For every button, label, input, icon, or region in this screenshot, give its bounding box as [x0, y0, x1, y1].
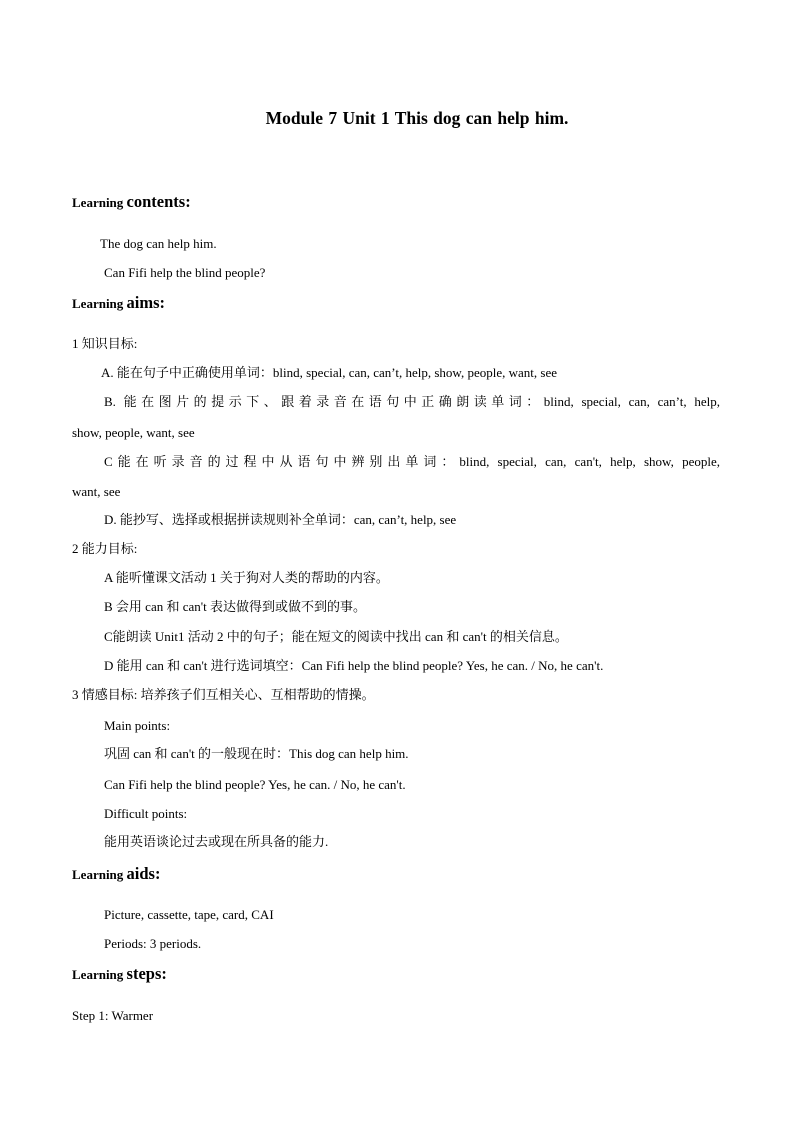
heading-word: aids:: [126, 864, 161, 883]
heading-prefix: Learning: [72, 296, 127, 311]
learning-aims-heading: [72, 295, 165, 312]
learning-contents-heading: [72, 194, 191, 211]
contents-line-1: The dog can help him.: [100, 236, 217, 251]
knowledge-b-line2: show, people, want, see: [72, 425, 195, 440]
ability-c: C能朗读 Unit1 活动 2 中的句子；能在短文的阅读中找出 can 和 can't 的相关信息。: [104, 629, 568, 644]
ability-d: D 能用 can 和 can't 进行选词填空：Can Fifi help the blind people? Yes, he can. / No, he can't.: [104, 658, 604, 673]
heading-word: aims:: [126, 293, 166, 312]
periods-line: Periods: 3 periods.: [104, 936, 202, 951]
knowledge-c-line1: C能在听录音的过程中从语句中辨别出单词：blind, special, can, can't, help, show, people,: [104, 454, 720, 469]
learning-steps-heading: [72, 966, 167, 983]
knowledge-c-line2: want, see: [72, 484, 121, 499]
aids-line: Picture, cassette, tape, card, CAI: [104, 907, 274, 922]
emotion-goal: 3 情感目标: 培养孩子们互相关心、互相帮助的情操。: [72, 687, 375, 702]
contents-line-2: Can Fifi help the blind people?: [104, 265, 266, 280]
heading-word: steps:: [126, 964, 167, 983]
knowledge-b-line1: B. 能在图片的提示下、跟着录音在语句中正确朗读单词：blind, special, can, can’t, help,: [104, 394, 720, 409]
knowledge-d: D. 能抄写、选择或根据拼读规则补全单词：can, can’t, help, see: [104, 512, 457, 527]
main-points-line-1: 巩固 can 和 can't 的一般现在时：This dog can help him.: [104, 746, 409, 761]
main-points-label: Main points:: [104, 718, 171, 733]
heading-word: contents:: [126, 192, 191, 211]
ability-title: 2 能力目标:: [72, 541, 138, 556]
difficult-points-label: Difficult points:: [104, 806, 188, 821]
ability-a: A 能听懂课文活动 1 关于狗对人类的帮助的内容。: [104, 570, 389, 585]
main-points-line-2: Can Fifi help the blind people? Yes, he can. / No, he can't.: [104, 777, 406, 792]
knowledge-title: 1 知识目标:: [72, 336, 138, 351]
knowledge-a: A. 能在句子中正确使用单词：blind, special, can, can’t, help, show, people, want, see: [101, 365, 557, 380]
heading-prefix: Learning: [72, 967, 127, 982]
step-1: Step 1: Warmer: [72, 1008, 154, 1023]
heading-prefix: Learning: [72, 195, 127, 210]
heading-prefix: Learning: [72, 867, 127, 882]
page-title: Module 7 Unit 1 This dog can help him.: [265, 108, 569, 128]
difficult-points-line-1: 能用英语谈论过去或现在所具备的能力.: [104, 834, 329, 849]
ability-b: B 会用 can 和 can't 表达做得到或做不到的事。: [104, 599, 366, 614]
learning-aids-heading: [72, 866, 160, 883]
